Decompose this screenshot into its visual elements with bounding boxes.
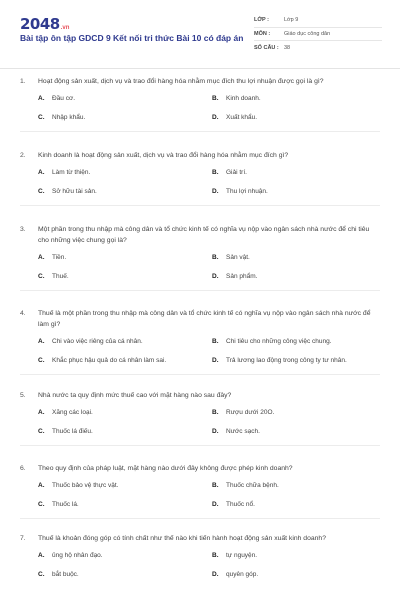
option-text: Làm từ thiện. — [52, 169, 91, 176]
question-number: 1. — [20, 78, 26, 85]
question-item — [0, 390, 400, 446]
option-letter: A. — [38, 169, 45, 176]
option-letter: D. — [212, 571, 219, 578]
question-divider — [20, 131, 380, 132]
option-text: Rượu dưới 20O. — [226, 409, 275, 416]
answer-options — [38, 551, 380, 580]
question-number: 3. — [20, 226, 26, 233]
answer-option-a[interactable] — [38, 481, 212, 491]
option-text: Trả lương lao động trong công ty tư nhân. — [226, 357, 347, 364]
answer-option-c[interactable] — [38, 427, 212, 437]
option-letter: B. — [212, 482, 219, 489]
option-letter: D. — [212, 501, 219, 508]
question-body: Thuế là khoản đóng góp có tính chất như thế nào khi tiến hành hoạt động sản xuất kinh doanh? — [38, 535, 326, 542]
answer-option-b[interactable] — [212, 253, 386, 263]
answer-option-d[interactable] — [212, 356, 386, 366]
option-letter: A. — [38, 409, 45, 416]
option-letter: C. — [38, 428, 45, 435]
option-text: bắt buộc. — [52, 571, 79, 578]
answer-option-c[interactable] — [38, 356, 212, 366]
option-letter: C. — [38, 114, 45, 121]
option-text: ủng hộ nhân đạo. — [52, 552, 103, 559]
option-text: Sản vật. — [226, 254, 250, 261]
question-divider — [20, 518, 380, 519]
answer-option-b[interactable] — [212, 94, 386, 104]
option-letter: D. — [212, 428, 219, 435]
question-body: Thuế là một phần trong thu nhập mà công dân và tổ chức kinh tế có nghĩa vụ nộp vào ngân sách nhà nước để làm gì? — [38, 310, 371, 328]
option-text: Tiền. — [52, 254, 67, 261]
option-letter: C. — [38, 571, 45, 578]
answer-option-d[interactable] — [212, 113, 386, 123]
option-text: Thuốc nổ. — [226, 501, 255, 508]
question-text — [20, 224, 380, 246]
option-letter: A. — [38, 552, 45, 559]
option-text: Thu lợi nhuận. — [226, 188, 268, 195]
option-text: Giải trí. — [226, 169, 247, 176]
answer-option-a[interactable] — [38, 94, 212, 104]
question-item — [0, 76, 400, 132]
answer-option-a[interactable] — [38, 253, 212, 263]
question-number: 6. — [20, 465, 26, 472]
option-text: Sở hữu tài sản. — [52, 188, 97, 195]
meta-value: Giáo dục công dân — [284, 30, 331, 37]
answer-option-c[interactable] — [38, 500, 212, 510]
option-letter: A. — [38, 254, 45, 261]
answer-option-b[interactable] — [212, 408, 386, 418]
option-text: quyên góp. — [226, 571, 259, 578]
option-text: Thuốc chữa bệnh. — [226, 482, 279, 489]
option-letter: B. — [212, 338, 219, 345]
option-text: Sản phẩm. — [226, 273, 258, 280]
option-letter: B. — [212, 552, 219, 559]
option-text: Kinh doanh. — [226, 95, 261, 102]
question-text — [20, 463, 380, 474]
option-letter: D. — [212, 188, 219, 195]
page-header — [0, 0, 400, 64]
question-number: 7. — [20, 535, 26, 542]
answer-option-b[interactable] — [212, 168, 386, 178]
option-text: Nước sạch. — [226, 428, 260, 435]
option-letter: D. — [212, 114, 219, 121]
question-text — [20, 533, 380, 544]
answer-options — [38, 253, 380, 282]
option-letter: A. — [38, 95, 45, 102]
question-text — [20, 150, 380, 161]
option-text: Đầu cơ. — [52, 95, 76, 102]
document-meta — [254, 14, 382, 55]
answer-option-b[interactable] — [212, 551, 386, 561]
answer-option-a[interactable] — [38, 168, 212, 178]
meta-label: MÔN : — [254, 30, 271, 37]
answer-option-d[interactable] — [212, 500, 386, 510]
question-divider — [20, 374, 380, 375]
question-item — [0, 533, 400, 580]
meta-label: SỐ CÂU : — [254, 44, 279, 51]
answer-option-d[interactable] — [212, 427, 386, 437]
answer-options — [38, 94, 380, 123]
option-letter: D. — [212, 273, 219, 280]
question-item — [0, 308, 400, 375]
answer-option-a[interactable] — [38, 337, 212, 347]
option-letter: B. — [212, 409, 219, 416]
option-letter: A. — [38, 482, 45, 489]
option-text: Khắc phục hậu quả do cá nhân làm sai. — [52, 357, 167, 364]
question-divider — [20, 205, 380, 206]
option-letter: A. — [38, 338, 45, 345]
question-number: 5. — [20, 392, 26, 399]
option-text: Nhập khẩu. — [52, 114, 86, 121]
question-divider — [20, 445, 380, 446]
option-text: Thuốc lá điếu. — [52, 428, 93, 435]
option-letter: B. — [212, 254, 219, 261]
document-title: Bài tập ôn tập GDCD 9 Kết nối tri thức Bài 10 có đáp án — [20, 33, 244, 43]
question-body: Nhà nước ta quy định mức thuế cao với mặt hàng nào sau đây? — [38, 392, 232, 399]
answer-option-b[interactable] — [212, 337, 386, 347]
question-text — [20, 76, 380, 87]
option-letter: C. — [38, 357, 45, 364]
question-body: Theo quy định của pháp luật, mặt hàng nào dưới đây không được phép kinh doanh? — [38, 465, 293, 472]
option-text: tự nguyện. — [226, 552, 258, 559]
option-letter: C. — [38, 273, 45, 280]
question-item — [0, 150, 400, 206]
meta-row-count — [254, 41, 382, 55]
answer-option-c[interactable] — [38, 272, 212, 282]
site-logo[interactable] — [20, 15, 69, 33]
answer-option-c[interactable] — [38, 113, 212, 123]
option-text: Xuất khẩu. — [226, 114, 258, 121]
question-item — [0, 224, 400, 291]
answer-option-d[interactable] — [212, 570, 386, 580]
meta-row-subject — [254, 28, 382, 42]
logo-number: 2048 — [20, 15, 60, 33]
option-text: Chi vào việc riêng của cá nhân. — [52, 338, 143, 345]
answer-option-b[interactable] — [212, 481, 386, 491]
answer-option-a[interactable] — [38, 408, 212, 418]
answer-option-d[interactable] — [212, 272, 386, 282]
option-letter: C. — [38, 188, 45, 195]
question-number: 2. — [20, 152, 26, 159]
answer-option-d[interactable] — [212, 187, 386, 197]
option-text: Chi tiêu cho những công việc chung. — [226, 338, 332, 345]
answer-options — [38, 337, 380, 366]
meta-row-grade — [254, 14, 382, 28]
option-letter: B. — [212, 169, 219, 176]
meta-value: Lớp 9 — [284, 17, 299, 24]
option-text: Thuốc bảo vệ thực vật. — [52, 482, 119, 489]
meta-label: LỚP : — [254, 17, 269, 24]
option-text: Thuốc lá. — [52, 501, 79, 508]
question-body: Một phần trong thu nhập mà công dân và tổ chức kinh tế có nghĩa vụ nộp vào ngân sách nhà nước để chi tiêu cho những việc chung gọi là? — [38, 226, 370, 244]
answer-option-c[interactable] — [38, 187, 212, 197]
meta-value: 38 — [284, 44, 291, 51]
answer-option-c[interactable] — [38, 570, 212, 580]
option-letter: B. — [212, 95, 219, 102]
header-divider — [0, 68, 400, 69]
question-number: 4. — [20, 310, 26, 317]
logo-domain: .vn — [60, 25, 70, 31]
option-letter: D. — [212, 357, 219, 364]
option-text: Xăng các loại. — [52, 409, 93, 416]
answer-options — [38, 481, 380, 510]
question-divider — [20, 290, 380, 291]
answer-options — [38, 408, 380, 437]
option-letter: C. — [38, 501, 45, 508]
question-item — [0, 463, 400, 519]
question-body: Hoạt động sản xuất, dịch vụ và trao đổi hàng hóa nhằm mục đích thu lợi nhuận được gọi là gì? — [38, 78, 324, 85]
question-body: Kinh doanh là hoạt động sản xuất, dịch vụ và trao đổi hàng hóa nhằm mục đích gì? — [38, 152, 289, 159]
answer-option-a[interactable] — [38, 551, 212, 561]
answer-options — [38, 168, 380, 197]
question-text — [20, 390, 380, 401]
option-text: Thuế. — [52, 273, 69, 280]
question-text — [20, 308, 380, 330]
